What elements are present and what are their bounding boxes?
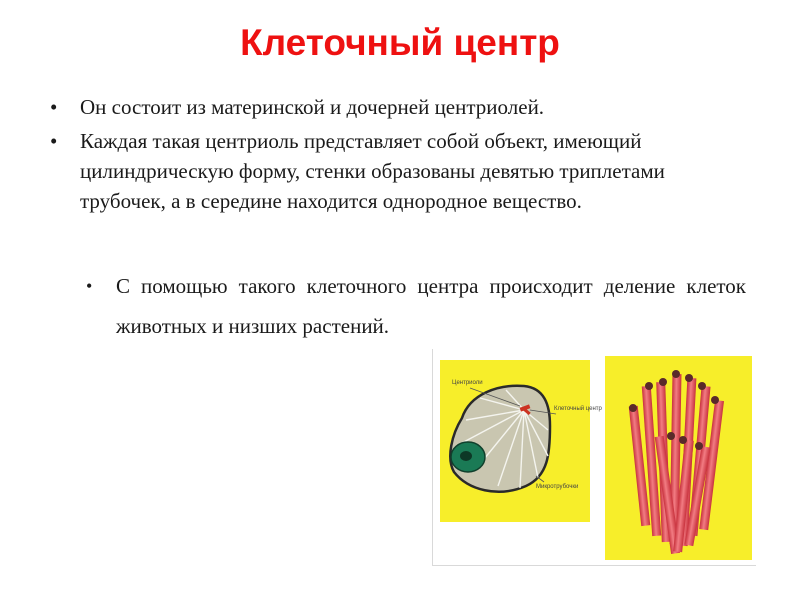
bullet-text: Каждая такая центриоль представляет собой объект, имеющий цилиндрическую форму, стенки образованы девятью триплетами трубочек, а в середине находится однородное вещество. [80,129,665,213]
sub-bullet-text: С помощью такого клеточного центра происходит деление клеток животных и низших растений. [116,274,746,338]
label-centrioles: Центриоли [452,380,483,386]
cell-diagram-svg [440,360,602,522]
tube-end [629,404,637,412]
tube-end [711,396,719,404]
bullet-dot: • [50,95,58,119]
slide-title: Клеточный центр [240,22,560,63]
bullet-item [46,92,746,122]
bullet-text: Он состоит из материнской и дочерней центриолей. [80,95,545,119]
tube-bundle [629,374,724,554]
tube-end [659,378,667,386]
tube-end [672,370,680,378]
bullet-list [46,92,746,220]
cell-diagram [440,360,602,522]
bullet-item [46,126,746,216]
label-microtubules: Микротрубочки [536,484,579,490]
nucleolus [460,451,472,461]
bullet-dot: • [50,129,58,153]
tube-end [698,382,706,390]
tube-end [667,432,675,440]
tube-end [645,382,653,390]
centriole-illustration [605,356,752,560]
bullet-dot: • [86,276,93,296]
tube-end [685,374,693,382]
centriole-svg [605,356,752,560]
label-cell-center: Клеточный центр [554,406,602,412]
tube-end [695,442,703,450]
sub-bullet [86,266,746,346]
tube-end [679,436,687,444]
